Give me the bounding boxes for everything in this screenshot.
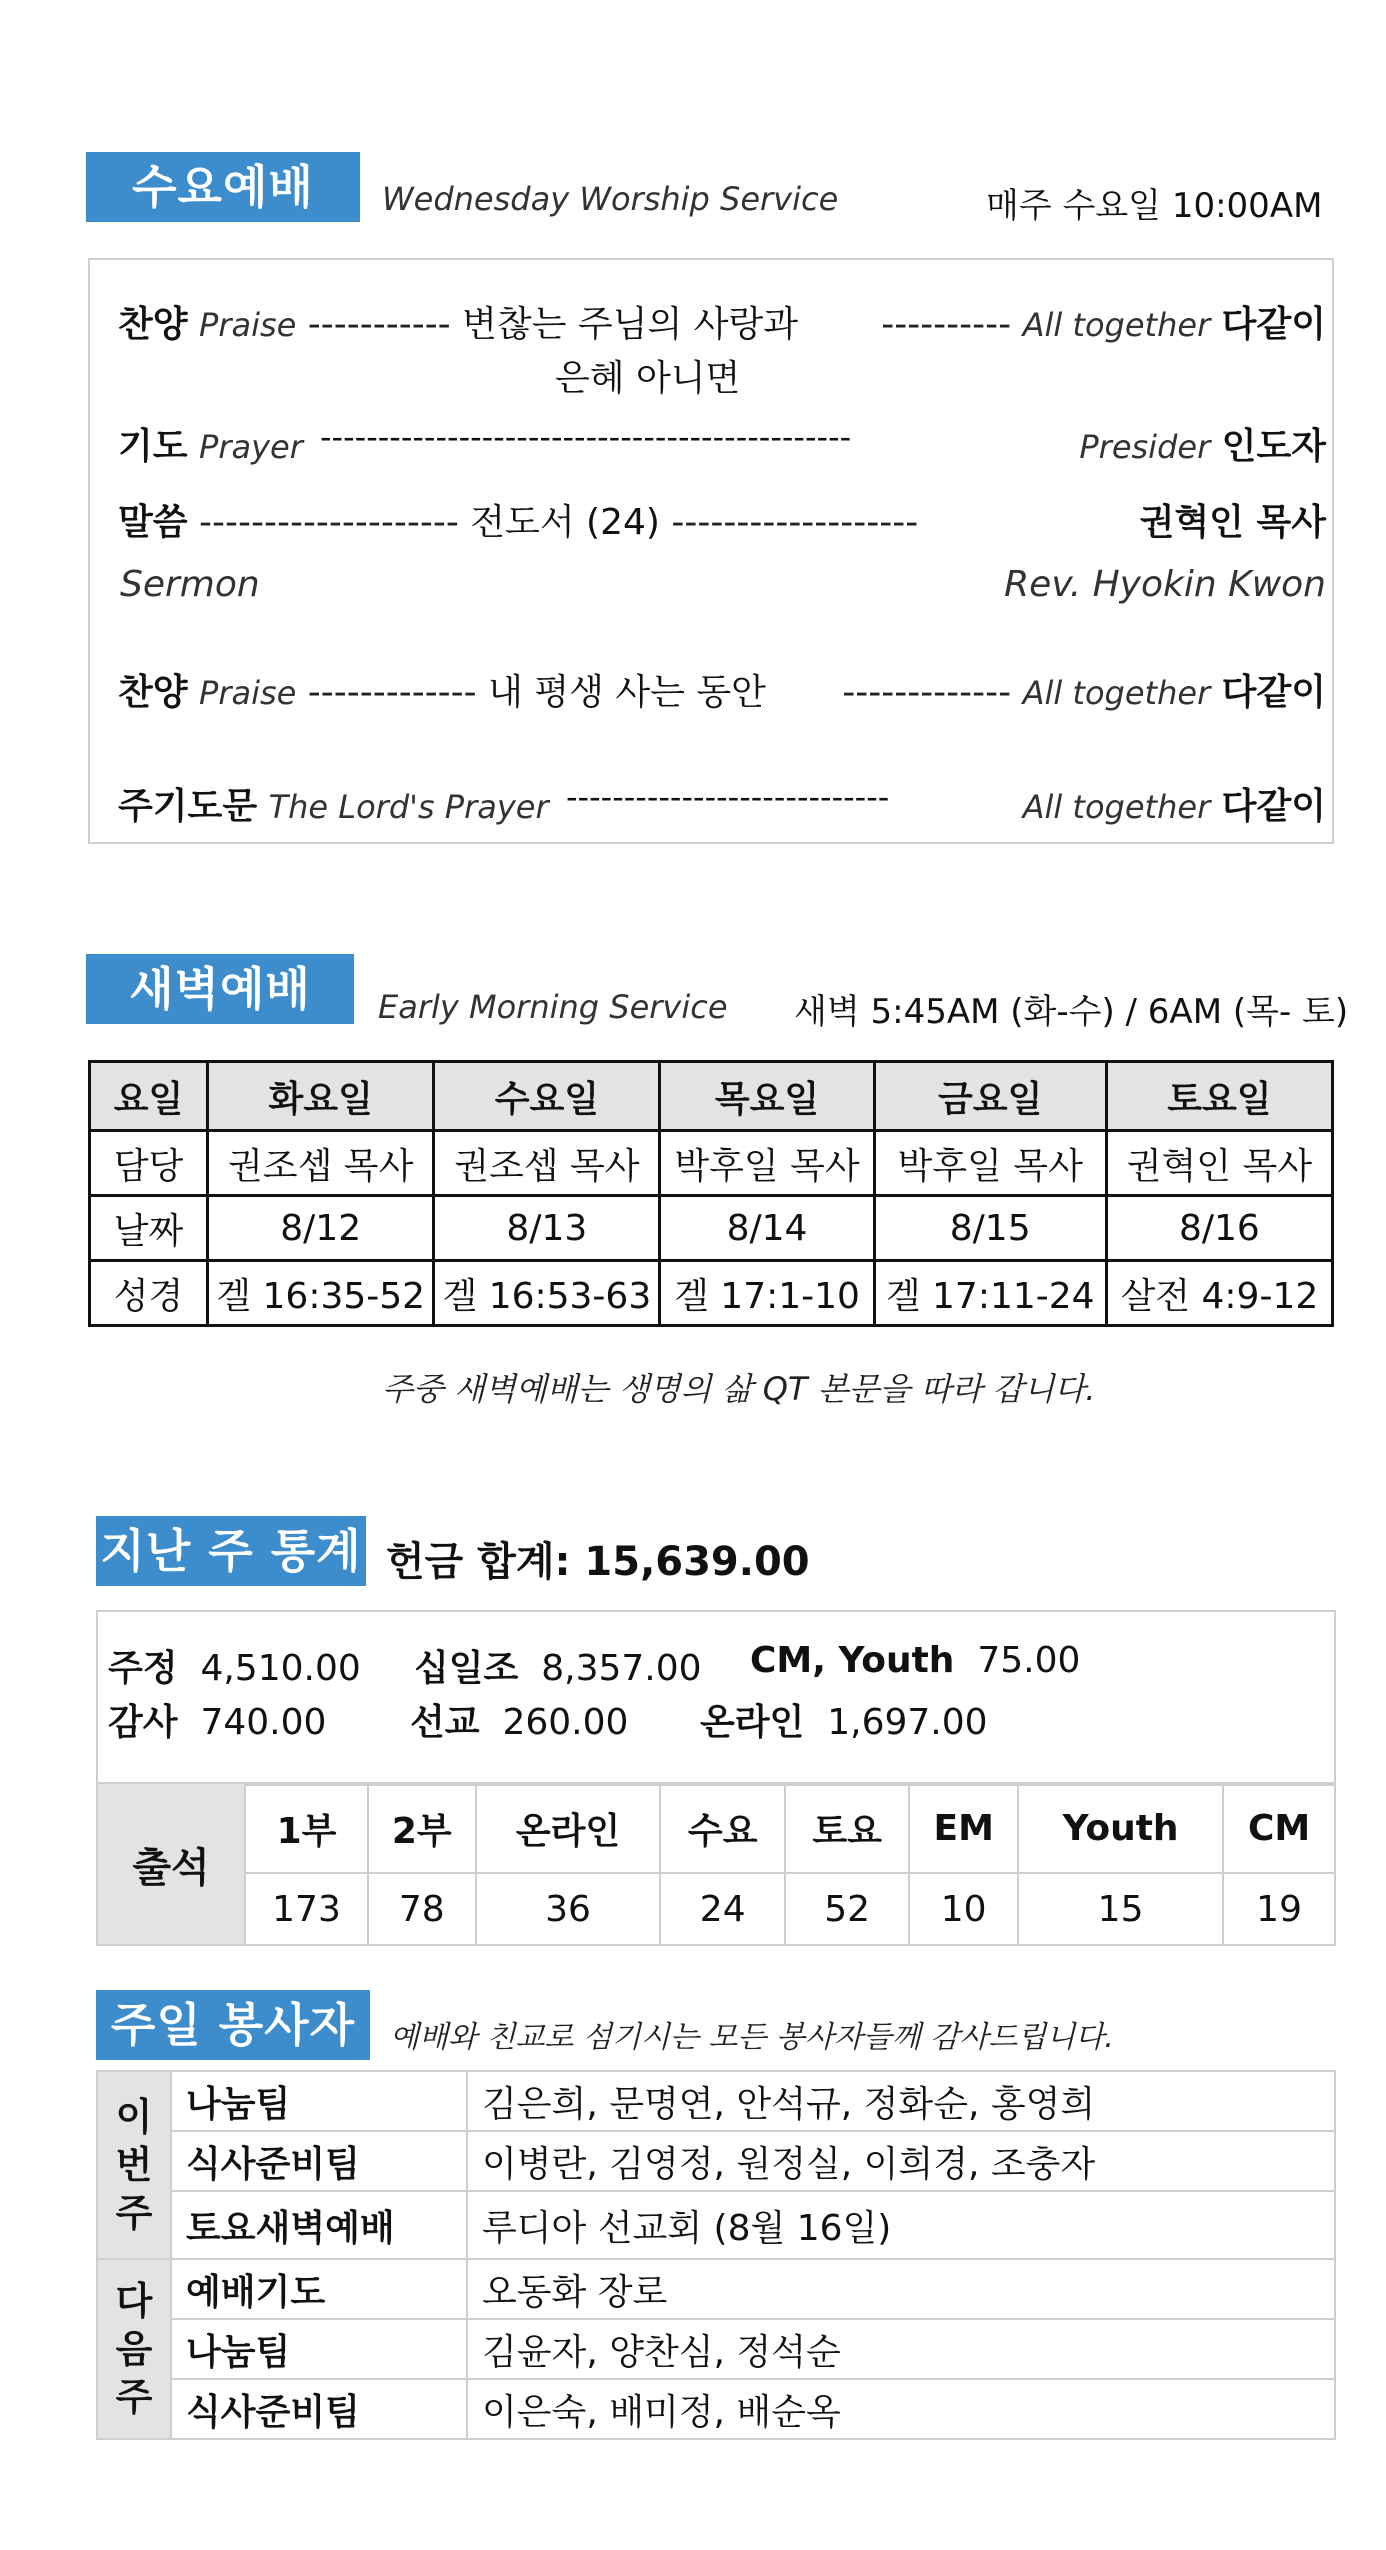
attendance-header: 온라인 xyxy=(476,1783,661,1873)
dash-line: ------------------- xyxy=(671,502,919,543)
attendance-header: Youth xyxy=(1018,1783,1223,1873)
table-cell: 겔 17:11-24 xyxy=(874,1261,1106,1326)
wednesday-subtitle: Wednesday Worship Service xyxy=(382,180,839,218)
offering-value: 75.00 xyxy=(977,1640,1081,1681)
table-header: 목요일 xyxy=(660,1062,874,1131)
order-title-en: The Lord's Prayer xyxy=(268,788,549,826)
table-row xyxy=(90,1131,1333,1196)
offering-value: 4,510.00 xyxy=(200,1648,361,1689)
order-leader-4 xyxy=(842,664,1326,715)
volunteer-names: 이은숙, 배미정, 배순옥 xyxy=(467,2379,1335,2439)
offering-value: 8,357.00 xyxy=(541,1648,702,1689)
offering-value: 740.00 xyxy=(200,1702,327,1743)
order-row-sermon xyxy=(118,494,918,545)
attendance-value-row xyxy=(97,1873,1335,1945)
table-cell: 살전 4:9-12 xyxy=(1106,1261,1332,1326)
order-row-lords-prayer xyxy=(118,778,549,829)
hymn-title: 내 평생 사는 동안 xyxy=(488,672,766,713)
offering-item xyxy=(750,1640,1080,1681)
order-title: 말씀 xyxy=(118,502,188,543)
volunteer-row xyxy=(97,2319,1335,2379)
attendance-header-row xyxy=(97,1783,1335,1873)
volunteer-row xyxy=(97,2191,1335,2259)
volunteer-role: 토요새벽예배 xyxy=(171,2191,467,2259)
leader-en: All together xyxy=(1022,674,1211,712)
leader-en: Presider xyxy=(1079,428,1211,466)
offering-label: 온라인 xyxy=(700,1702,805,1743)
attendance-header: 수요 xyxy=(660,1783,784,1873)
volunteer-role: 예배기도 xyxy=(171,2259,467,2319)
attendance-value: 10 xyxy=(909,1873,1018,1945)
offering-item xyxy=(108,1640,361,1691)
leader-ko: 다같이 xyxy=(1221,672,1326,713)
attendance-table xyxy=(96,1782,1336,1946)
offering-item xyxy=(700,1694,988,1745)
table-cell: 8/13 xyxy=(434,1196,660,1261)
attendance-value: 19 xyxy=(1223,1873,1335,1945)
dash-line: ---------------------------- xyxy=(566,778,890,816)
table-cell: 날짜 xyxy=(90,1196,208,1261)
order-title: 찬양 xyxy=(118,672,188,713)
leader-ko: 다같이 xyxy=(1221,786,1326,827)
dash-line: ----------- xyxy=(307,304,451,345)
offering-item xyxy=(410,1694,628,1745)
offering-item xyxy=(414,1640,702,1691)
offering-value: 1,697.00 xyxy=(827,1702,988,1743)
table-cell: 겔 16:35-52 xyxy=(208,1261,434,1326)
table-cell: 권조셉 목사 xyxy=(434,1131,660,1196)
table-header: 화요일 xyxy=(208,1062,434,1131)
early-schedule-table xyxy=(88,1060,1334,1327)
attendance-header: EM xyxy=(909,1783,1018,1873)
volunteers-note: 예배와 친교로 섬기시는 모든 봉사자들께 감사드립니다. xyxy=(390,2020,1114,2055)
order-leader-1 xyxy=(881,296,1326,347)
attendance-value: 24 xyxy=(660,1873,784,1945)
attendance-value: 15 xyxy=(1018,1873,1223,1945)
table-cell: 8/12 xyxy=(208,1196,434,1261)
dash-line: ---------------------------------------------- xyxy=(320,418,852,456)
volunteer-names: 루디아 선교회 (8월 16일) xyxy=(467,2191,1335,2259)
volunteers-tag: 주일 봉사자 xyxy=(96,1990,370,2060)
offering-label: 선교 xyxy=(410,1702,480,1743)
volunteer-row xyxy=(97,2131,1335,2191)
volunteer-names: 김은희, 문명연, 안석규, 정화순, 홍영희 xyxy=(467,2071,1335,2131)
attendance-value: 36 xyxy=(476,1873,661,1945)
sermon-speaker-ko: 권혁인 목사 xyxy=(1139,502,1326,543)
leader-en: All together xyxy=(1022,306,1211,344)
order-title: 찬양 xyxy=(118,304,188,345)
stats-tag: 지난 주 통계 xyxy=(96,1516,366,1586)
table-cell: 박후일 목사 xyxy=(874,1131,1106,1196)
table-cell: 8/16 xyxy=(1106,1196,1332,1261)
order-leader-2 xyxy=(1079,418,1326,469)
table-cell: 성경 xyxy=(90,1261,208,1326)
volunteer-row xyxy=(97,2379,1335,2439)
table-header: 요일 xyxy=(90,1062,208,1131)
attendance-value: 78 xyxy=(368,1873,476,1945)
offering-label: CM, Youth xyxy=(750,1640,955,1681)
table-cell: 담당 xyxy=(90,1131,208,1196)
volunteer-names: 이병란, 김영정, 원정실, 이희경, 조충자 xyxy=(467,2131,1335,2191)
volunteer-row xyxy=(97,2259,1335,2319)
early-note: 주중 새벽예배는 생명의 삶 QT 본문을 따라 갑니다. xyxy=(382,1370,1096,1408)
table-cell: 박후일 목사 xyxy=(660,1131,874,1196)
volunteer-role: 나눔팀 xyxy=(171,2319,467,2379)
attendance-header: 토요 xyxy=(785,1783,909,1873)
group-this-week: 이 번 주 xyxy=(97,2071,171,2259)
volunteer-row xyxy=(97,2071,1335,2131)
hymn-title: 변찮는 주님의 사랑과 xyxy=(462,304,799,345)
attendance-label: 출석 xyxy=(97,1783,245,1945)
volunteer-role: 나눔팀 xyxy=(171,2071,467,2131)
table-cell: 겔 17:1-10 xyxy=(660,1261,874,1326)
table-row xyxy=(90,1196,1333,1261)
attendance-header: 1부 xyxy=(245,1783,368,1873)
order-leader-5 xyxy=(1023,778,1326,829)
volunteers-table xyxy=(96,2070,1336,2440)
dash-line: ------------- xyxy=(307,672,477,713)
dash-line: ---------- xyxy=(881,304,1012,345)
sermon-speaker-en: Rev. Hyokin Kwon xyxy=(1004,564,1326,605)
early-time: 새벽 5:45AM (화-수) / 6AM (목- 토) xyxy=(794,992,1349,1032)
attendance-value: 52 xyxy=(785,1873,909,1945)
table-cell: 권혁인 목사 xyxy=(1106,1131,1332,1196)
leader-ko: 다같이 xyxy=(1221,304,1326,345)
attendance-header: 2부 xyxy=(368,1783,476,1873)
attendance-header: CM xyxy=(1223,1783,1335,1873)
table-header: 금요일 xyxy=(874,1062,1106,1131)
wednesday-time: 매주 수요일 10:00AM xyxy=(986,186,1323,226)
order-row-prayer xyxy=(118,418,303,469)
attendance-value: 173 xyxy=(245,1873,368,1945)
offering-item xyxy=(108,1694,326,1745)
offering-label: 주정 xyxy=(108,1648,178,1689)
volunteer-role: 식사준비팀 xyxy=(171,2379,467,2439)
table-row xyxy=(90,1261,1333,1326)
volunteer-names: 오동화 장로 xyxy=(467,2259,1335,2319)
table-header: 수요일 xyxy=(434,1062,660,1131)
group-next-week: 다 음 주 xyxy=(97,2259,171,2439)
volunteer-role: 식사준비팀 xyxy=(171,2131,467,2191)
table-header-row xyxy=(90,1062,1333,1131)
dash-line: ------------- xyxy=(842,672,1012,713)
table-cell: 권조셉 목사 xyxy=(208,1131,434,1196)
dash-line: -------------------- xyxy=(199,502,459,543)
order-title-en: Praise xyxy=(199,674,297,712)
sermon-label-en: Sermon xyxy=(120,564,260,605)
offering-total: 헌금 합계: 15,639.00 xyxy=(386,1539,810,1585)
table-cell: 8/14 xyxy=(660,1196,874,1261)
sermon-scripture: 전도서 (24) xyxy=(470,502,660,543)
leader-ko: 인도자 xyxy=(1221,426,1326,467)
order-row-praise-2 xyxy=(118,664,766,715)
hymn-title-line2: 은혜 아니면 xyxy=(555,358,741,399)
offering-value: 260.00 xyxy=(502,1702,629,1743)
early-subtitle: Early Morning Service xyxy=(378,988,728,1026)
table-header: 토요일 xyxy=(1106,1062,1332,1131)
order-title-en: Prayer xyxy=(199,428,303,466)
early-tag: 새벽예배 xyxy=(86,954,354,1024)
table-cell: 8/15 xyxy=(874,1196,1106,1261)
offering-label: 십일조 xyxy=(414,1648,519,1689)
table-cell: 겔 16:53-63 xyxy=(434,1261,660,1326)
volunteer-names: 김윤자, 양찬심, 정석순 xyxy=(467,2319,1335,2379)
wednesday-tag: 수요예배 xyxy=(86,152,360,222)
order-row-praise-1 xyxy=(118,296,798,347)
order-title: 기도 xyxy=(118,426,188,467)
order-title: 주기도문 xyxy=(118,786,258,827)
offering-label: 감사 xyxy=(108,1702,178,1743)
order-title-en: Praise xyxy=(199,306,297,344)
leader-en: All together xyxy=(1022,788,1211,826)
